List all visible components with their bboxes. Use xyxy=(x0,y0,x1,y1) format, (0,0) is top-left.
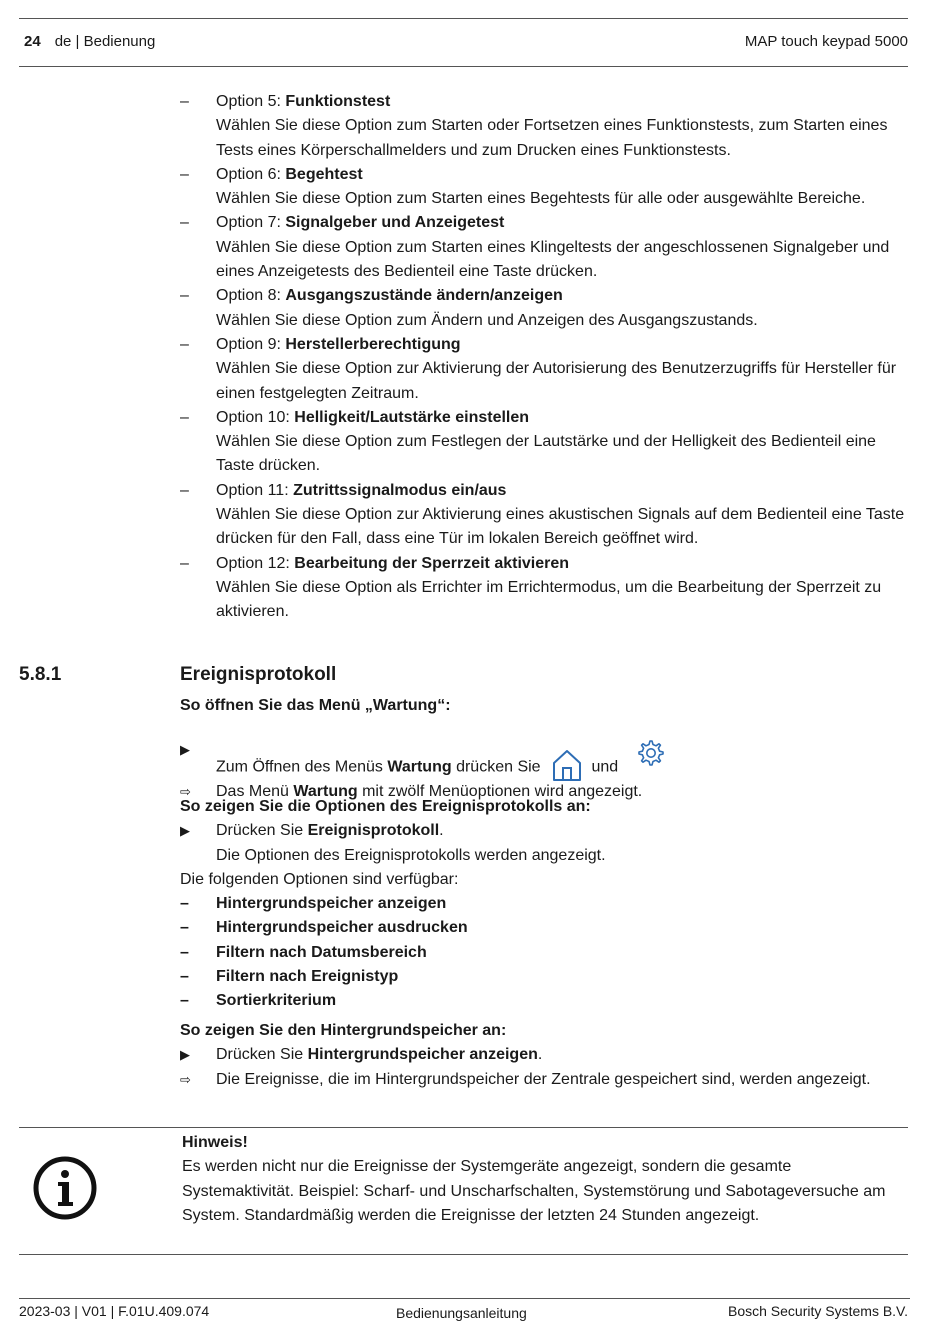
option-item: – Option 5: Funktionstest Wählen Sie diese Option zum Starten oder Fortsetzen eines Funktionstests, zum Starten eines Tests eines Körperschallmelders und zum Drucken eines Funktionstests. xyxy=(180,93,888,159)
header-section: de | Bedienung xyxy=(54,33,156,50)
section-title: Ereignisprotokoll xyxy=(180,664,337,685)
step-item: ▶ Drücken Sie Ereignisprotokoll. Die Optionen des Ereignisprotokolls werden angezeigt. xyxy=(180,819,908,868)
note-box xyxy=(182,1131,902,1228)
header-top-rule xyxy=(19,18,908,19)
note-title: Hinweis! xyxy=(182,1134,248,1151)
step-item: ▶ Drücken Sie Hintergrundspeicher anzeigen. xyxy=(180,1043,908,1067)
home-icon xyxy=(551,748,583,782)
page-number: 24 xyxy=(24,33,41,50)
note-top-rule xyxy=(19,1127,908,1128)
triangle-right-icon: ▶ xyxy=(180,742,190,758)
result-item: ⇨ Die Ereignisse, die im Hintergrundspeicher der Zentrale gespeichert sind, werden angezeigt. xyxy=(180,1068,908,1092)
show-options-block xyxy=(180,795,908,1014)
available-text: Die folgenden Optionen sind verfügbar: xyxy=(180,870,459,888)
section-number: 5.8.1 xyxy=(19,664,62,685)
list-item: – Filtern nach Datumsbereich xyxy=(180,943,427,961)
note-bottom-rule xyxy=(19,1254,908,1255)
procedure-heading: So zeigen Sie den Hintergrundspeicher an: xyxy=(180,1022,507,1039)
list-item: – Filtern nach Ereignistyp xyxy=(180,968,399,986)
option-item: – Option 10: Helligkeit/Lautstärke einstellen Wählen Sie diese Option zum Festlegen der Lautstärke und der Helligkeit des Bedienteil eine Taste drücken. xyxy=(180,408,876,475)
result-item: ⇨ Das Menü Wartung mit zwölf Menüoptionen wird angezeigt. xyxy=(180,780,908,804)
footer-company: Bosch Security Systems B.V. xyxy=(728,1303,908,1319)
procedure-heading: So zeigen Sie die Optionen des Ereignisprotokolls an: xyxy=(180,798,591,815)
arrow-right-outline-icon: ⇨ xyxy=(180,1071,191,1087)
footer-doc-type: Bedienungsanleitung xyxy=(396,1305,527,1321)
list-item: – Sortierkriterium xyxy=(180,992,337,1010)
option-item: – Option 8: Ausgangszustände ändern/anzeigen Wählen Sie diese Option zum Ändern und Anzeigen des Ausgangszustands. xyxy=(180,287,758,329)
option-item: – Option 12: Bearbeitung der Sperrzeit aktivieren Wählen Sie diese Option als Errichter im Errichtermodus, um die Bearbeitung der Sperrzeit zu aktivieren. xyxy=(180,554,882,621)
options-list xyxy=(180,90,908,625)
footer-doc-id: 2023-03 | V01 | F.01U.409.074 xyxy=(19,1303,210,1319)
option-item: – Option 7: Signalgeber und Anzeigetest Wählen Sie diese Option zum Starten eines Klingeltests der angeschlossenen Signalgeber und eines Anzeigetests des Bedienteil eine Taste drücken. xyxy=(180,214,890,281)
option-item: – Option 9: Herstellerberechtigung Wählen Sie diese Option zur Aktivierung der Autorisierung des Benutzerzugriffs für Hersteller für einen festgelegten Zeitraum. xyxy=(180,335,897,402)
show-buffer-block xyxy=(180,1019,908,1092)
procedure-heading: So öffnen Sie das Menü „Wartung“: xyxy=(180,697,451,714)
arrow-right-outline-icon: ⇨ xyxy=(180,784,191,800)
list-item: – Hintergrundspeicher ausdrucken xyxy=(180,919,468,937)
option-item: – Option 6: Begehtest Wählen Sie diese Option zum Starten eines Begehtests für alle oder ausgewählte Bereiche. xyxy=(180,165,866,208)
open-menu-block xyxy=(180,694,908,805)
header-product: MAP touch keypad 5000 xyxy=(744,33,908,50)
step-item: ▶ Zum Öffnen des Menüs Wartung drücken Sie und xyxy=(180,738,908,780)
note-text: Es werden nicht nur die Ereignisse der Systemgeräte angezeigt, sondern die gesamte Systemaktivität. Beispiel: Scharf- und Unscharfschalten, Systemstörung und Sabotageversuche am System. Standardmäßig werden die Ereignisse der letzten 24 Stunden angezeigt. xyxy=(182,1158,886,1224)
list-item: – Hintergrundspeicher anzeigen xyxy=(180,895,447,913)
triangle-right-icon: ▶ xyxy=(180,823,190,839)
option-item: – Option 11: Zutrittssignalmodus ein/aus Wählen Sie diese Option zur Aktivierung eines akustischen Signals auf dem Bedienteil eine Taste drücken für den Fall, dass eine Tür im lokalen Bereich geöffnet wird. xyxy=(180,481,905,548)
info-icon xyxy=(33,1156,97,1220)
triangle-right-icon: ▶ xyxy=(180,1047,190,1063)
gear-icon xyxy=(635,738,665,768)
header-left xyxy=(24,33,155,50)
header-bottom-rule xyxy=(19,66,908,67)
footer-rule xyxy=(19,1298,910,1299)
